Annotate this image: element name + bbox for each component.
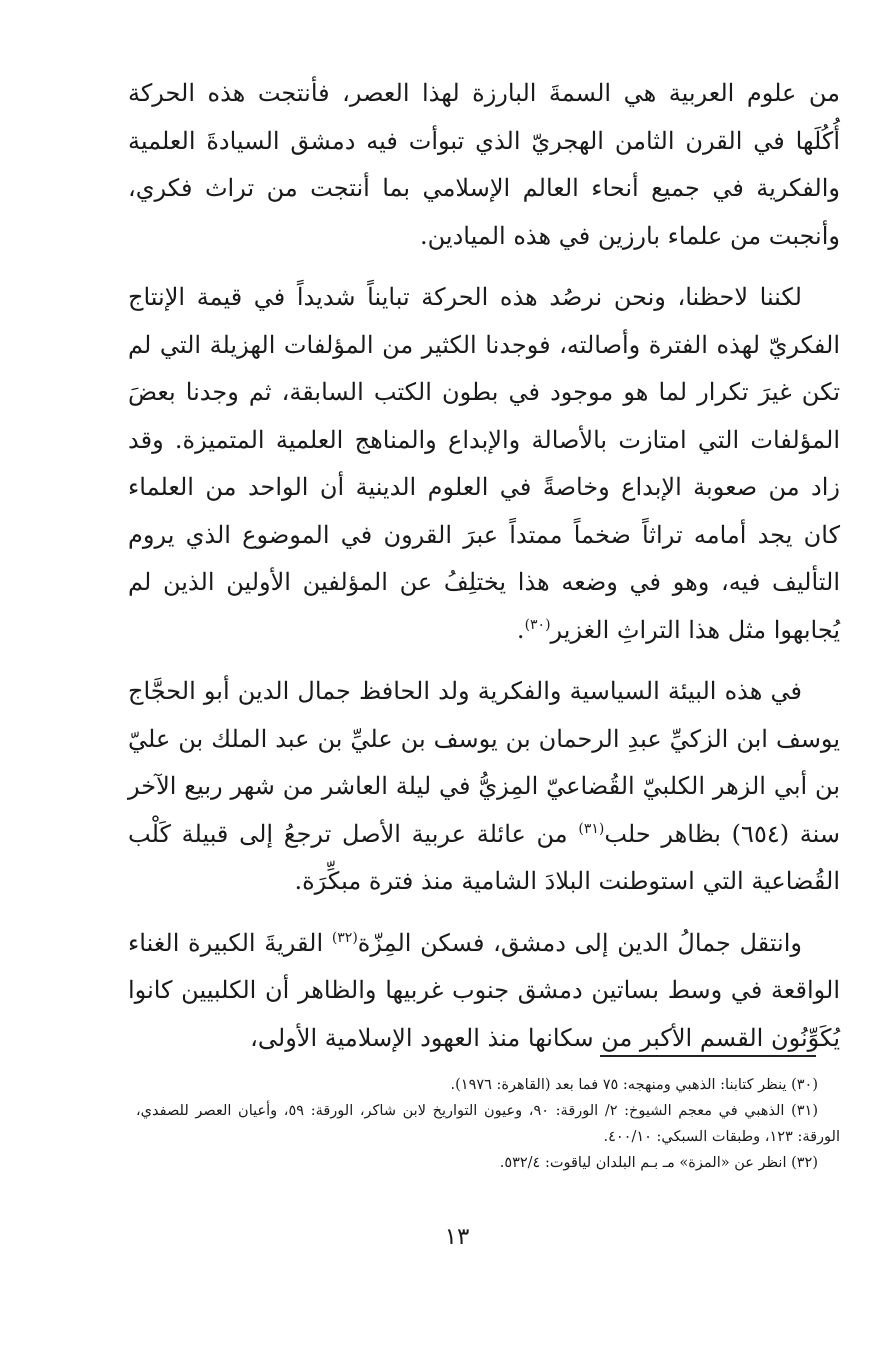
- paragraph-1-text: من علوم العربية هي السمةَ البارزة لهذا العصر، فأنتجت هذه الحركة أُكُلَها في القرن الثامن الهجريّ الذي تبوأت فيه دمشق السيادةَ العلمية والفكرية في جميع أنحاء العالم الإسلامي بما أنتجت من تراث فكري، وأنجبت من علماء بارزين في هذه الميادين.: [128, 79, 840, 250]
- paragraph-4-text-b: القريةَ الكبيرة الغناء الواقعة في وسط بساتين دمشق جنوب غربيها والظاهر أن الكلبيين كانوا يُكَوِّنُون القسم الأكبر من سكانها منذ العهود الإسلامية الأولى،: [128, 928, 840, 1052]
- paragraph-2-tail: .: [516, 615, 525, 644]
- paragraph-2: [128, 274, 840, 654]
- paragraph-1: [128, 70, 840, 260]
- main-text: [128, 70, 840, 1076]
- footnotes: [136, 1072, 840, 1176]
- footnote-ref-31[interactable]: (٣١): [578, 820, 605, 837]
- paragraph-4-text-a: وانتقل جمالُ الدين إلى دمشق، فسكن المِزّة: [357, 928, 802, 957]
- paragraph-3-text-b: من عائلة عربية الأصل ترجعُ إلى قبيلة كَلْب القُضاعية التي استوطنت البلادَ الشامية منذ فترة مبكِّرَة.: [128, 819, 840, 895]
- footnote-32: (٣٢) انظر عن «المزة» مـ بـم البلدان لياقوت: ٥٣٢/٤.: [499, 1155, 818, 1171]
- footnote-30: (٣٠) ينظر كتابنا: الذهبي ومنهجه: ٧٥ فما بعد (القاهرة: ١٩٧٦).: [450, 1077, 818, 1093]
- footnote-separator: [600, 1055, 816, 1057]
- paragraph-3-text-a: في هذه البيئة السياسية والفكرية ولد الحافظ جمال الدين أبو الحجَّاج يوسف ابن الزكيِّ عبدِ الرحمان بن يوسف بن عليِّ بن عبد الملك بن عليّ بن أبي الزهر الكلبيّ القُضاعيّ المِزيُّ في ليلة العاشر من شهر ربيع الآخر سنة (٦٥٤) بظاهر حلب: [128, 677, 841, 848]
- paragraph-2-text: لكننا لاحظنا، ونحن نرصُد هذه الحركة تبايناً شديداً في قيمة الإنتاج الفكريّ لهذه الفترة وأصالته، فوجدنا الكثير من المؤلفات الهزيلة التي لم تكن غيرَ تكرار لما هو موجود في بطون الكتب السابقة، ثم وجدنا بعضَ المؤلفات التي امتازت بالأصالة والإبداع والمناهج العلمية المتميزة. وقد زاد من صعوبة الإبداع وخاصةً في العلوم الدينية أن الواحد من العلماء كان يجد أمامه تراثاً ضخماً ممتداً عبرَ القرون في الموضوع الذي يروم التأليف فيه، وهو في وضعه هذا يختلِفُ عن المؤلفين الأولين الذين لم يُجابهوا مثل هذا التراثِ الغزير: [128, 283, 840, 644]
- paragraph-4: [128, 920, 840, 1063]
- footnote-31: (٣١) الذهبي في معجم الشيوخ: ٢/ الورقة: ٩٠، وعيون التواريخ لابن شاكر، الورقة: ٥٩، وأعيان العصر للصفدي، الورقة: ١٢٣، وطبقات السبكي: ٤٠٠/١٠.: [136, 1103, 840, 1145]
- footnote-ref-30[interactable]: (٣٠): [524, 616, 551, 633]
- paragraph-3: [128, 668, 840, 906]
- footnote-ref-32[interactable]: (٣٢): [331, 929, 358, 946]
- page-number: ١٣: [444, 1224, 470, 1250]
